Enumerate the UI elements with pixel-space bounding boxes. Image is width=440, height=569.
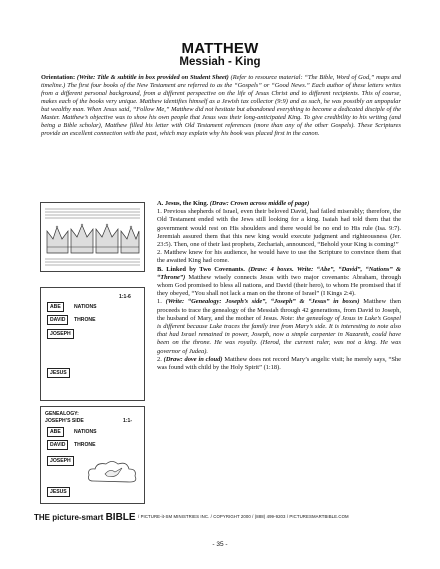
panel3-david-box: DAVID: [47, 440, 68, 450]
orientation-label: Orientation:: [41, 74, 76, 81]
section-b-p2-line: [157, 298, 401, 355]
section-b-p2-instruction: (Write: “Genealogy: Joseph’s side”, “Joseph” & “Jesus” in boxes): [165, 298, 360, 306]
page-title: MATTHEW: [181, 40, 259, 57]
section-b-heading: B. Linked by Two Covenants.: [157, 265, 245, 273]
main-text: [157, 200, 401, 372]
section-b-p3-body: Matthew does not record Mary’s angelic visit; he merely says, “She was found with child by the Holy Spirit” (1:18).: [157, 355, 401, 372]
page-subtitle: Messiah - King: [179, 56, 261, 68]
section-a-heading: A. Jesus, the King.: [157, 200, 209, 207]
orientation-instruction: (Write: Title & subtitle in box provided on Student Sheet): [76, 74, 229, 81]
section-b-p1-line: [157, 266, 401, 299]
crown-panel: [40, 202, 145, 272]
section-a-p2: 2. Matthew knew for his audience, he would have to use the Scripture to convince them that the awaited King had come.: [157, 249, 401, 265]
footer-brand-logo: [34, 512, 136, 523]
section-b-p2-num: 1.: [157, 298, 162, 306]
footer-brand-prefix: THE picture-smart: [34, 513, 106, 522]
section-a-p1: 1. Previous shepherds of Israel, even their beloved David, had failed miserably; therefore, the Old Testament ended with the Jews still looking for a king. Isaiah had told them that the government would rest on His shoulders and there would be no end to His rule (Isa. 9:7). Jeremiah assured them that this new king would execute judgment and righteousness (Jer. 23:5). Then, one of their last prophets, Zechariah, announced, “Behold your King is coming!”: [157, 208, 401, 249]
panel3-jesus-box: JESUS: [47, 487, 70, 497]
panel2-nations: NATIONS: [74, 304, 97, 310]
panel3-joseph-box: JOSEPH: [47, 456, 74, 466]
orientation-body: (Refer to resource material: “The Bible, Word of God,” maps and timeline.) The first four books of the New Testament are referred to as the “Gospels” or “Good News.” Each author of these letters writes from a different personal background, from a different perspective on the life of Jesus Christ and to different recipients. This of course, makes each of the books very unique. Matthew identifies himself as a Jewish tax collector (9:9) and as such, he was possibly an unpopular but wealthy man. When Jesus said, “Follow Me,” Matthew did not hesitate but abandoned everything to become a dedicated disciple of the Master. Matthew’s objective was to show his own people that Jesus was their long-anticipated King. To give credibility to his writing (and being a Bible scholar), Matthew filled his letter with Old Testament references (more than any of the other Gospels). These Scriptures provide an excellent connection with the past, which may explain why his book was placed first in the canon.: [41, 74, 401, 138]
panel3-nations: NATIONS: [74, 429, 97, 435]
panel2-jesus-box: JESUS: [47, 368, 70, 378]
page-number: - 35 -: [212, 541, 228, 548]
panel2-abe-box: ABE: [47, 302, 64, 312]
section-b-p2-body: Matthew then proceeds to trace the genealogy of the Messiah through 42 generations, from David to Joseph, the husband of Mary, and the mother of Jesus.: [157, 298, 402, 322]
footer-copyright: / PICTURE-it-SM MINISTRIES INC. / COPYRIGHT 2000 / (888) 499-9203 / PICTURESMARTBIBLE.COM: [138, 514, 349, 519]
genealogy-panel: [40, 406, 145, 504]
section-b-p2-note: Note: the genealogy of Jesus in Luke’s Gospel is different because Luke traces the family tree from Mary’s side. It is interesting to note also that had Israel remained in power, Joseph, now a simple carpenter in Nazareth, could have been on the throne. He was royalty. (Herod, the current ruler, was not a king. He was governor of Judea).: [157, 314, 402, 355]
panel3-genealogy: GENEALOGY:: [45, 411, 79, 417]
crowns-illustration: [41, 203, 144, 271]
panel2-joseph-box: JOSEPH: [47, 329, 74, 339]
covenants-panel: [40, 287, 145, 401]
panel3-josephs-side: JOSEPH’S SIDE: [45, 418, 84, 424]
footer-brand-bible: BIBLE: [105, 512, 136, 523]
panel2-david-box: DAVID: [47, 315, 68, 325]
section-b-p3-line: [157, 356, 401, 372]
section-b-p1: Matthew wisely connects Jesus with two major covenants: Abraham, through whom God promised to bless all nations, and David (their hero), to whom He promised that if they obeyed, “You shall not lack a man on the throne of Israel” (I Kings 2:4).: [157, 273, 401, 298]
orientation-paragraph: [41, 74, 401, 138]
panel3-verse: 1:1-: [123, 418, 133, 424]
panel3-throne: THRONE: [74, 442, 96, 448]
section-b-p3-instruction: (Draw: dove in cloud): [163, 355, 223, 363]
section-b-instruction: (Draw: 4 boxes. Write: “Abe”, “David”, “Nations” & “Throne”): [157, 265, 402, 281]
section-b-p3-num: 2.: [157, 355, 162, 363]
panel3-abe-box: ABE: [47, 427, 64, 437]
dove-cloud-icon: [85, 457, 140, 489]
section-a-heading-line: [157, 200, 401, 208]
section-a-instruction: (Draw: Crown across middle of page): [209, 200, 310, 207]
panel2-verse: 1:1-6: [119, 294, 131, 300]
panel2-throne: THRONE: [74, 317, 96, 323]
